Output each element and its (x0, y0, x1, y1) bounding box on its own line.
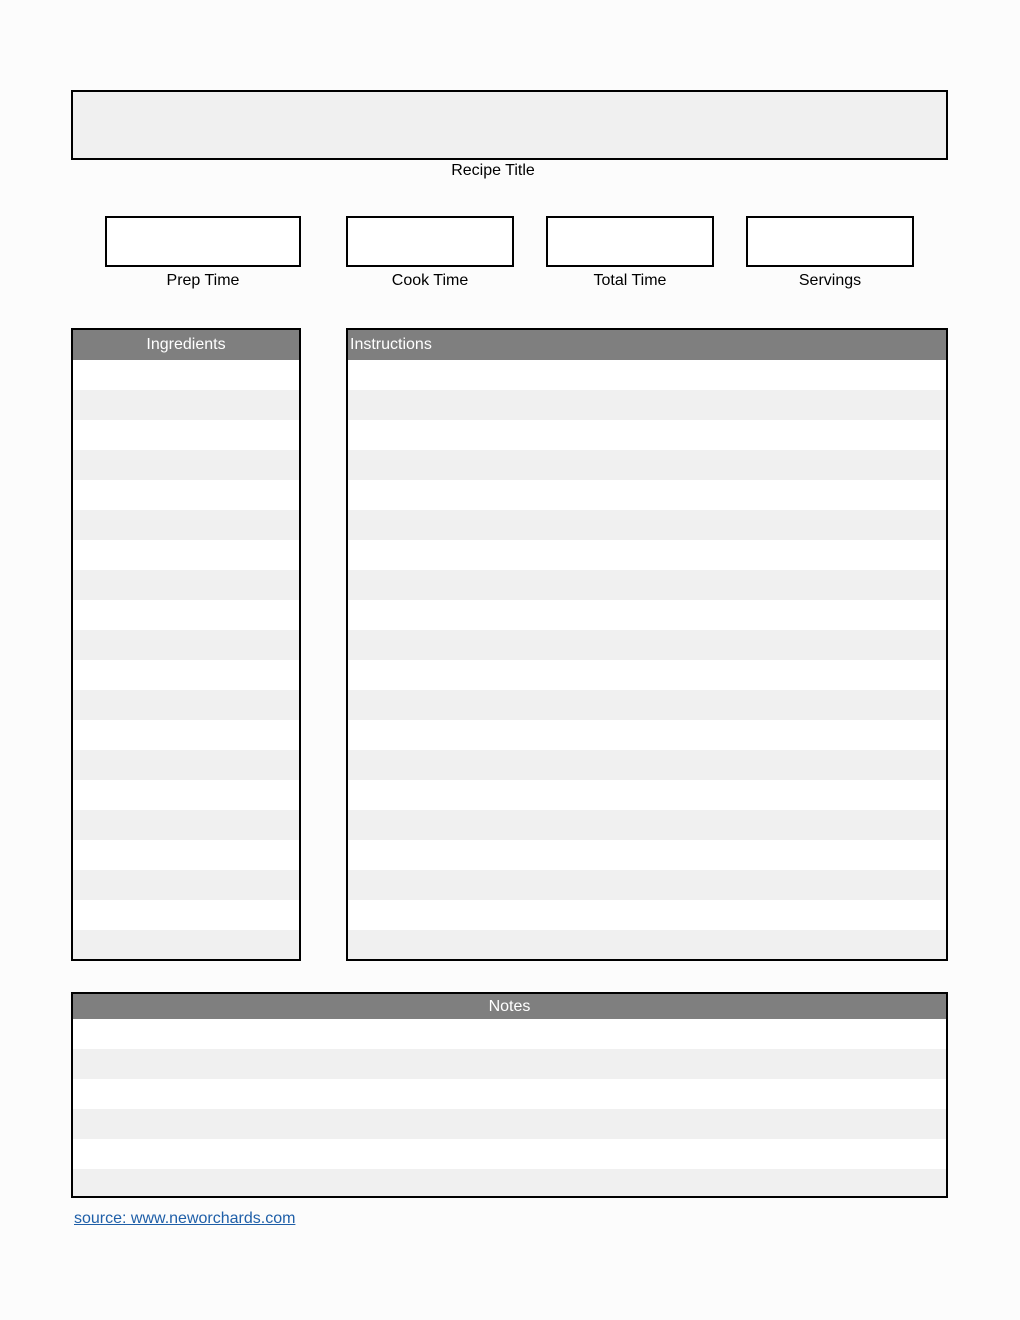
writing-row[interactable] (348, 930, 946, 960)
writing-row[interactable] (73, 570, 299, 600)
writing-row[interactable] (73, 930, 299, 960)
writing-row[interactable] (348, 600, 946, 630)
writing-row[interactable] (73, 1139, 946, 1169)
notes-header: Notes (73, 994, 946, 1019)
writing-row[interactable] (348, 810, 946, 840)
writing-row[interactable] (73, 390, 299, 420)
total-time-label: Total Time (593, 272, 667, 289)
instructions-panel (346, 328, 948, 961)
ingredients-panel (71, 328, 301, 961)
writing-row[interactable] (73, 1079, 946, 1109)
writing-row[interactable] (73, 540, 299, 570)
servings-label: Servings (798, 272, 862, 289)
writing-row[interactable] (73, 750, 299, 780)
cook-time-label: Cook Time (391, 272, 469, 289)
notes-rows[interactable] (73, 1019, 946, 1198)
writing-row[interactable] (348, 690, 946, 720)
writing-row[interactable] (73, 720, 299, 750)
prep-time-field[interactable] (105, 216, 301, 267)
cook-time-field[interactable] (346, 216, 514, 267)
writing-row[interactable] (73, 360, 299, 390)
writing-row[interactable] (73, 420, 299, 450)
ingredients-header: Ingredients (73, 330, 299, 360)
writing-row[interactable] (348, 480, 946, 510)
writing-row[interactable] (73, 660, 299, 690)
writing-row[interactable] (73, 630, 299, 660)
recipe-title-field[interactable] (71, 90, 948, 160)
writing-row[interactable] (73, 840, 299, 870)
instructions-header: Instructions (348, 330, 946, 360)
writing-row[interactable] (348, 420, 946, 450)
writing-row[interactable] (73, 900, 299, 930)
writing-row[interactable] (348, 870, 946, 900)
writing-row[interactable] (73, 780, 299, 810)
writing-row[interactable] (73, 810, 299, 840)
writing-row[interactable] (73, 1109, 946, 1139)
writing-row[interactable] (73, 870, 299, 900)
writing-row[interactable] (348, 780, 946, 810)
writing-row[interactable] (348, 360, 946, 390)
writing-row[interactable] (73, 1049, 946, 1079)
writing-row[interactable] (348, 510, 946, 540)
notes-panel (71, 992, 948, 1198)
total-time-field[interactable] (546, 216, 714, 267)
writing-row[interactable] (73, 1169, 946, 1198)
writing-row[interactable] (348, 900, 946, 930)
instructions-rows[interactable] (348, 360, 946, 960)
writing-row[interactable] (348, 450, 946, 480)
source-link[interactable]: source: www.neworchards.com (74, 1210, 296, 1227)
writing-row[interactable] (348, 630, 946, 660)
servings-field[interactable] (746, 216, 914, 267)
writing-row[interactable] (348, 660, 946, 690)
writing-row[interactable] (348, 720, 946, 750)
writing-row[interactable] (348, 390, 946, 420)
writing-row[interactable] (73, 1019, 946, 1049)
ingredients-rows[interactable] (73, 360, 299, 960)
prep-time-label: Prep Time (166, 272, 240, 289)
writing-row[interactable] (73, 600, 299, 630)
writing-row[interactable] (348, 570, 946, 600)
writing-row[interactable] (348, 840, 946, 870)
writing-row[interactable] (73, 510, 299, 540)
writing-row[interactable] (73, 480, 299, 510)
writing-row[interactable] (348, 750, 946, 780)
recipe-title-label: Recipe Title (451, 162, 535, 179)
writing-row[interactable] (73, 690, 299, 720)
writing-row[interactable] (73, 450, 299, 480)
writing-row[interactable] (348, 540, 946, 570)
